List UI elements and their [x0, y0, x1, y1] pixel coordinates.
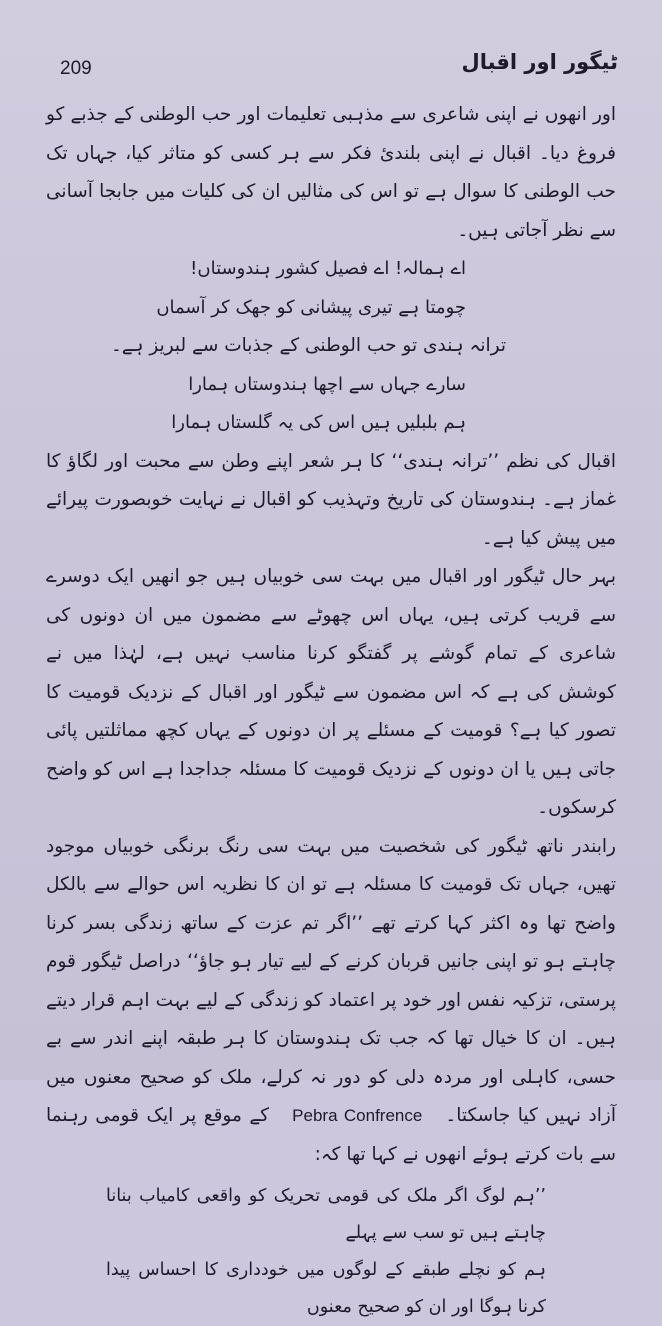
body-text [46, 96, 616, 1326]
verse-line: سارے جہاں سے اچھا ہندوستاں ہمارا [188, 373, 466, 395]
paragraph-5 [46, 828, 616, 1175]
verse-line: ہم بلبلیں ہیں اس کی یہ گلستاں ہمارا [171, 412, 466, 433]
quote-block [46, 1178, 616, 1326]
verse-stanza-1 [46, 250, 616, 327]
verse-stanza-2 [46, 366, 616, 443]
conference-name: Pebra Confrence [292, 1106, 423, 1125]
paragraph-2: ترانہ ہندی تو حب الوطنی کے جذبات سے لبریز ہے۔ [110, 335, 506, 356]
quote-line: ’’ہم لوگ اگر ملک کی قومی تحریک کو واقعی کامیاب بنانا چاہتے ہیں تو سب سے پہلے [106, 1186, 546, 1243]
paragraph-1: اور انھوں نے اپنی شاعری سے مذہبی تعلیمات اور حب الوطنی کے جذبے کو فروغ دیا۔ اقبال نے اپنی بلندیٔ فکر سے ہر کسی کو متاثر کیا، جہاں تک حب الوطنی کا سوال ہے تو اس کی مثالیں ان کی کلیات میں جابجا آسانی سے نظر آجاتی ہیں۔ [46, 104, 616, 241]
page-number: 209 [60, 58, 92, 79]
verse-line: چومتا ہے تیری پیشانی کو جھک کر آسماں [156, 296, 466, 318]
quote-line: ہم کو نچلے طبقے کے لوگوں میں خودداری کا احساس پیدا کرنا ہوگا اور ان کو صحیح معنوں [106, 1260, 546, 1317]
paragraph-5-text-cont: کے موقع پر ایک قومی رہنما سے بات کرتے ہوئے انھوں نے کہا تھا کہ: [46, 1105, 616, 1165]
verse-line: اے ہمالہ! اے فصیل کشور ہندوستاں! [190, 258, 466, 279]
paragraph-4: بہر حال ٹیگور اور اقبال میں بہت سی خوبیاں ہیں جو انھیں ایک دوسرے سے قریب کرتی ہیں، یہاں اس چھوٹے سے مضمون میں ان دونوں کی شاعری کے تمام گوشے پر گفتگو کرنا مناسب نہیں ہے، لہٰذا میں نے کوشش کی ہے کہ اس مضمون سے ٹیگور اور اقبال کے نزدیک قومیت کا تصور کیا ہے؟ قومیت کے مسئلے پر ان دونوں کے یہاں کچھ مماثلتیں پائی جاتی ہیں یا ان دونوں کے نزدیک قومیت کا مسئلہ جداجدا ہے اس کو واضح کرسکوں۔ [46, 566, 616, 818]
page-header [40, 44, 622, 84]
paragraph-3: اقبال کی نظم ’’ترانہ ہندی‘‘ کا ہر شعر اپنے وطن سے محبت اور لگاؤ کا غماز ہے۔ ہندوستان کی تاریخ وتہذیب کو اقبال نے نہایت خوبصورت پیرائے میں پیش کیا ہے۔ [46, 450, 616, 549]
paragraph-5-text: رابندر ناتھ ٹیگور کی شخصیت میں بہت سی رنگ برنگی خوبیاں موجود تھیں، جہاں تک قومیت کا مسئلہ ہے تو ان کا نظریہ اس حوالے سے بالکل واضح تھا وہ اکثر کہا کرتے تھے ’’اگر تم عزت کے ساتھ زندگی بسر کرنا چاہتے ہو تو اپنی جانیں قربان کرنے کے لیے تیار ہو جاؤ‘‘ دراصل ٹیگور قوم پرستی، تزکیہ نفس اور خود پر اعتماد کو زندگی کے لیے بہت اہم قرار دیتے ہیں۔ ان کا خیال تھا کہ جب تک ہندوستان کا ہر طبقہ اپنے اندر سے بے حسی، کاہلی اور مردہ دلی کو دور نہ کرلے، ملک کو صحیح معنوں میں آزاد نہیں کیا جاسکتا۔ [46, 835, 616, 1126]
running-title: ٹیگور اور اقبال [461, 50, 618, 74]
